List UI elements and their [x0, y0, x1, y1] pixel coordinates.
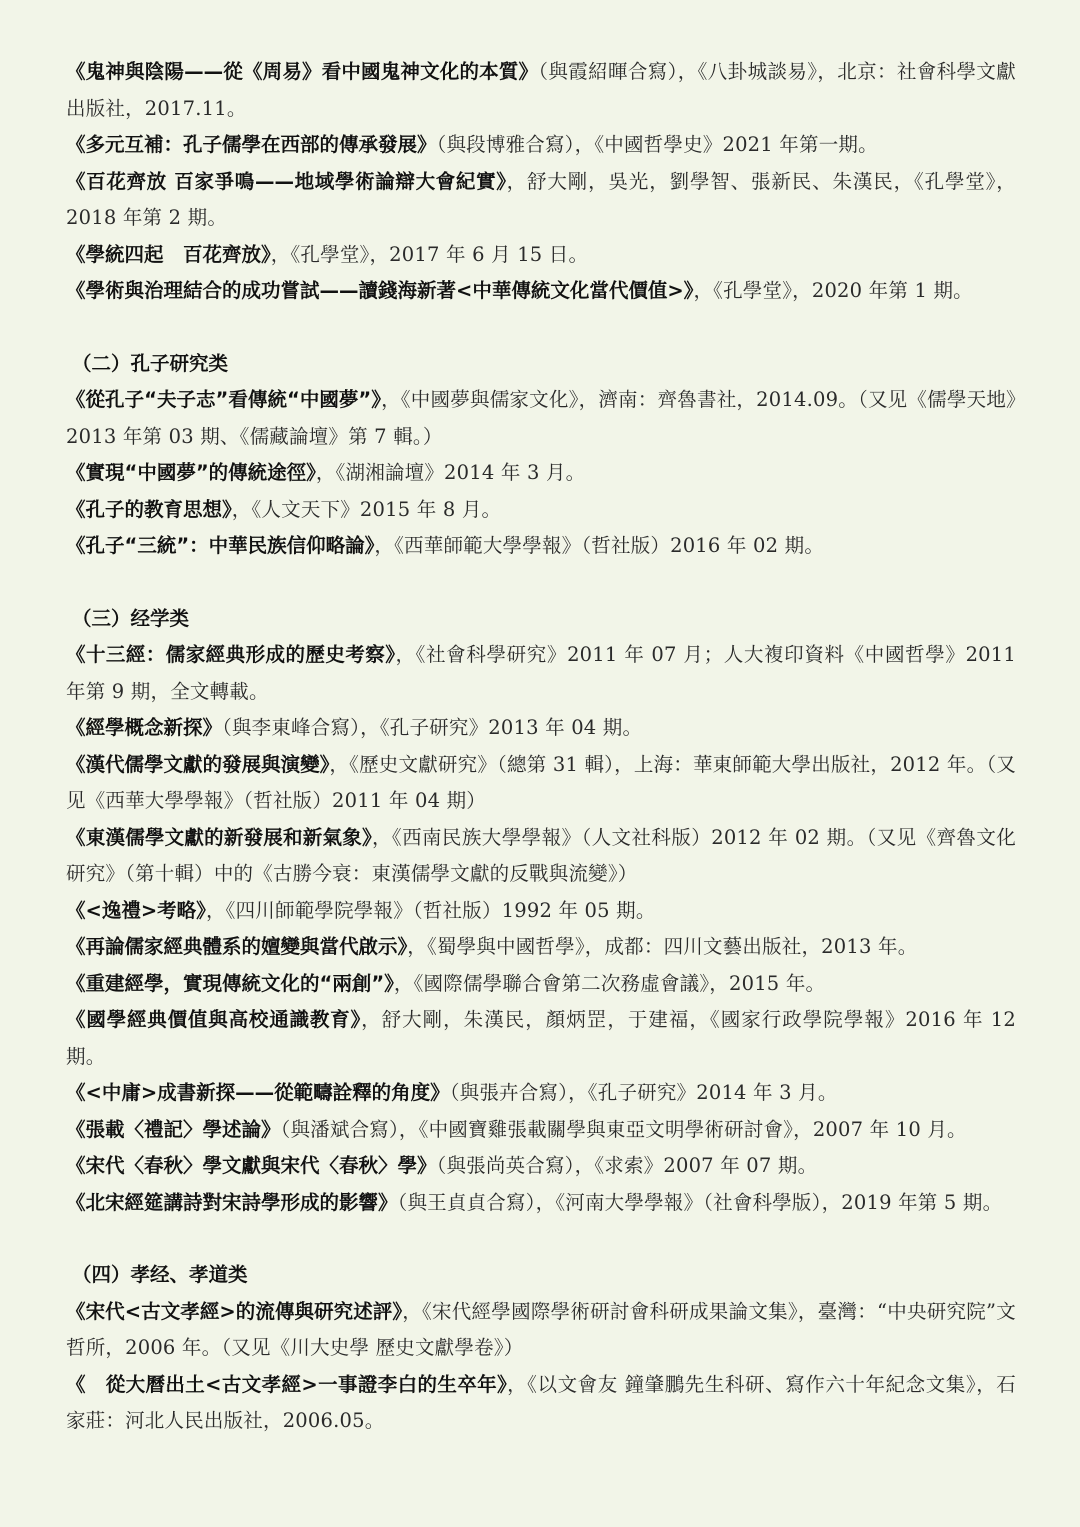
entry-details: （與霞紹暉合寫），《八卦城談易》，北京：社會科學文獻出版社，2017.11。	[66, 60, 1016, 120]
section-heading: （四）孝经、孝道类	[72, 1263, 248, 1286]
entry-title: 《學統四起 百花齊放》	[66, 242, 271, 266]
entry-details: ，《西華師範大學學報》（哲社版）2016 年 02 期。	[374, 534, 825, 557]
entry-title: 《東漢儒學文獻的新發展和新氣象》	[66, 825, 372, 849]
entry-details: （與李東峰合寫），《孔子研究》2013 年 04 期。	[222, 716, 643, 739]
section-general	[66, 54, 1016, 310]
bibliography-entry	[66, 1185, 1016, 1222]
bibliography-entry	[66, 237, 1016, 274]
bibliography-entry	[66, 382, 1016, 455]
bibliography-entry	[66, 528, 1016, 565]
bibliography-entry	[66, 710, 1016, 747]
entry-title: 《鬼神與陰陽——從《周易》看中國鬼神文化的本質》	[66, 60, 539, 83]
entry-details: ，《中國夢與儒家文化》，濟南：齊魯書社，2014.09。（又见《儒學天地》2013 年第 03 期、《儒藏論壇》第 7 輯。）	[66, 388, 1016, 448]
entry-details: （與段博雅合寫），《中國哲學史》2021 年第一期。	[436, 133, 878, 156]
entry-title: 《從孔子“夫子志”看傳統“中國夢”》	[66, 388, 382, 411]
bibliography-entry	[66, 54, 1016, 127]
bibliography-entry	[66, 455, 1016, 492]
entry-details: ，《湖湘論壇》2014 年 3 月。	[315, 461, 586, 484]
bibliography-entry	[66, 492, 1016, 529]
bibliography-entry	[66, 820, 1016, 893]
entry-details: ，《西南民族大學學報》（人文社科版）2012 年 02 期。（又见《齊魯文化研究》（第十輯）中的《古勝今衰：東漢儒學文獻的反戰與流變》）	[66, 825, 1016, 885]
entry-title: 《 從大曆出土<古文孝經>一事證李白的生卒年》	[66, 1372, 508, 1396]
bibliography-entry	[66, 164, 1016, 237]
entry-title: 《張載〈禮記〉學述論》	[66, 1117, 281, 1141]
entry-details: ，《以文會友 鐘肇鵬先生科研、寫作六十年紀念文集》，石家莊：河北人民出版社，2006.05。	[66, 1372, 1016, 1432]
entry-details: ，《孔學堂》，2017 年 6 月 15 日。	[270, 242, 589, 266]
entry-details: （與王貞貞合寫），《河南大學學報》（社會科學版），2019 年第 5 期。	[397, 1190, 1003, 1214]
entry-title: 《再論儒家經典體系的嬗變與當代啟示》	[66, 935, 408, 958]
entry-details: （與潘斌合寫），《中國寶雞張載關學與東亞文明學術研討會》，2007 年 10 月。	[280, 1117, 967, 1141]
entry-details: ，《蜀學與中國哲學》，成都：四川文藝出版社，2013 年。	[407, 935, 918, 958]
entry-details: ，《社會科學研究》2011 年 07 月；人大複印資料《中國哲學》2011 年第 9 期，全文轉載。	[66, 643, 1016, 703]
bibliography-entry	[66, 747, 1016, 820]
entry-title: 《多元互補：孔子儒學在西部的傳承發展》	[66, 133, 437, 156]
bibliography-entry	[66, 1075, 1016, 1112]
entry-title: 《漢代儒學文獻的發展與演變》	[66, 752, 330, 776]
document-page	[66, 54, 1016, 1440]
entry-title: 《宋代〈春秋〉學文獻與宋代〈春秋〉學》	[66, 1154, 437, 1177]
bibliography-entry	[66, 1112, 1016, 1149]
bibliography-entry	[66, 127, 1016, 164]
entry-title: 《學術與治理結合的成功嘗試——讀錢海新著<中華傳統文化當代價值>》	[66, 279, 694, 302]
entry-details: ，舒大剛，朱漢民，顏炳罡，于建福，《國家行政學院學報》2016 年 12 期。	[66, 1008, 1016, 1068]
entry-title: 《實現“中國夢”的傳統途徑》	[66, 461, 316, 484]
entry-details: （與張尚英合寫），《求索》2007 年 07 期。	[436, 1154, 818, 1177]
entry-details: ，《四川師範學院學報》（哲社版）1992 年 05 期。	[205, 898, 656, 922]
entry-details: ，《人文天下》2015 年 8 月。	[231, 497, 502, 521]
section-confucius-studies	[66, 346, 1016, 565]
entry-details: ，舒大剛，吳光，劉學智、張新民、朱漢民，《孔學堂》，2018 年第 2 期。	[66, 169, 1016, 229]
section-heading: （三）经学类	[72, 606, 190, 630]
bibliography-entry	[66, 893, 1016, 930]
bibliography-entry	[66, 1148, 1016, 1185]
entry-title: 《宋代<古文孝經>的流傳與研究述評》	[66, 1299, 403, 1323]
bibliography-entry	[66, 1367, 1016, 1440]
entry-title: 《孔子的教育思想》	[66, 497, 232, 521]
bibliography-entry	[66, 637, 1016, 710]
entry-title: 《重建經學，實現傳統文化的“兩創”》	[66, 971, 394, 995]
entry-details: ，《國際儒學聯合會第二次務虛會議》，2015 年。	[393, 971, 826, 995]
bibliography-entry	[66, 273, 1016, 310]
entry-title: 《<逸禮>考略》	[66, 898, 206, 922]
entry-details: ，《孔學堂》，2020 年第 1 期。	[693, 279, 973, 302]
bibliography-entry	[66, 1002, 1016, 1075]
entry-details: ，《歷史文獻研究》（總第 31 輯），上海：華東師範大學出版社，2012 年。（又见《西華大學學報》（哲社版）2011 年 04 期）	[66, 752, 1016, 812]
bibliography-entry	[66, 1294, 1016, 1367]
entry-title: 《百花齊放 百家爭鳴——地域學術論辯大會紀實》	[66, 169, 507, 193]
entry-title: 《孔子“三統”：中華民族信仰略論》	[66, 534, 375, 557]
entry-title: 《國學經典價值與高校通識教育》	[66, 1008, 362, 1031]
entry-details: ，《宋代經學國際學術研討會科研成果論文集》，臺灣：“中央研究院”文哲所，2006 年。（又见《川大史學 歷史文獻學卷》）	[66, 1299, 1016, 1359]
bibliography-entry	[66, 929, 1016, 966]
entry-title: 《十三經：儒家經典形成的歷史考察》	[66, 643, 396, 666]
entry-title: 《北宋經筵講詩對宋詩學形成的影響》	[66, 1190, 398, 1214]
section-heading: （二）孔子研究类	[72, 351, 229, 375]
bibliography-entry	[66, 966, 1016, 1003]
section-classics-studies	[66, 601, 1016, 1222]
entry-title: 《經學概念新探》	[66, 716, 223, 739]
entry-details: （與張卉合寫），《孔子研究》2014 年 3 月。	[449, 1081, 838, 1104]
section-filial-piety-studies	[66, 1257, 1016, 1440]
entry-title: 《<中庸>成書新探——從範疇詮釋的角度》	[66, 1081, 450, 1104]
